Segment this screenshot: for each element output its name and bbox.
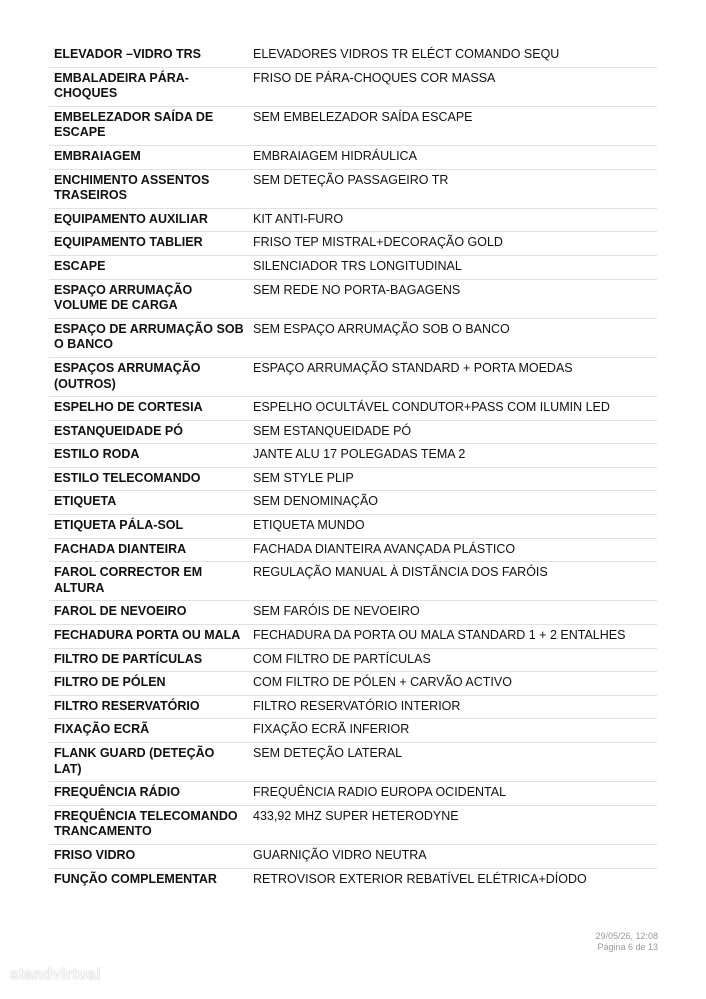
spec-value: SEM REDE NO PORTA-BAGAGENS [248, 279, 657, 318]
spec-row [49, 782, 657, 806]
spec-row [49, 491, 657, 515]
spec-label: ELEVADOR –VIDRO TRS [49, 44, 248, 67]
spec-row [49, 255, 657, 279]
spec-label: FECHADURA PORTA OU MALA [49, 625, 248, 649]
spec-row [49, 695, 657, 719]
spec-row [49, 719, 657, 743]
spec-row [49, 868, 657, 891]
page-footer [595, 931, 658, 953]
spec-row [49, 208, 657, 232]
spec-row [49, 805, 657, 844]
spec-row [49, 562, 657, 601]
spec-row [49, 648, 657, 672]
spec-row [49, 625, 657, 649]
spec-label: EMBALADEIRA PÁRA-CHOQUES [49, 67, 248, 106]
page-number: Página 6 de 13 [597, 942, 658, 952]
spec-value: KIT ANTI-FURO [248, 208, 657, 232]
spec-value: GUARNIÇÃO VIDRO NEUTRA [248, 844, 657, 868]
spec-value: FILTRO RESERVATÓRIO INTERIOR [248, 695, 657, 719]
spec-label: ESTILO TELECOMANDO [49, 467, 248, 491]
spec-label: FRISO VIDRO [49, 844, 248, 868]
spec-value: REGULAÇÃO MANUAL À DISTÂNCIA DOS FARÓIS [248, 562, 657, 601]
spec-value: FRISO TEP MISTRAL+DECORAÇÃO GOLD [248, 232, 657, 256]
spec-value: SEM EMBELEZADOR SAÍDA ESCAPE [248, 106, 657, 145]
spec-label: ESTILO RODA [49, 444, 248, 468]
spec-label: ESPAÇO ARRUMAÇÃO VOLUME DE CARGA [49, 279, 248, 318]
spec-value: SEM ESPAÇO ARRUMAÇÃO SOB O BANCO [248, 318, 657, 357]
spec-value: EMBRAIAGEM HIDRÁULICA [248, 145, 657, 169]
spec-value: FRISO DE PÁRA-CHOQUES COR MASSA [248, 67, 657, 106]
spec-label: EMBELEZADOR SAÍDA DE ESCAPE [49, 106, 248, 145]
spec-row [49, 67, 657, 106]
spec-label: FAROL DE NEVOEIRO [49, 601, 248, 625]
spec-label: ESPELHO DE CORTESIA [49, 397, 248, 421]
spec-label: EQUIPAMENTO TABLIER [49, 232, 248, 256]
spec-row [49, 601, 657, 625]
spec-value: SEM STYLE PLIP [248, 467, 657, 491]
spec-value: SEM FARÓIS DE NEVOEIRO [248, 601, 657, 625]
spec-row [49, 232, 657, 256]
spec-row [49, 538, 657, 562]
spec-label: FREQUÊNCIA RÁDIO [49, 782, 248, 806]
spec-value: FREQUÊNCIA RADIO EUROPA OCIDENTAL [248, 782, 657, 806]
spec-value: SEM DENOMINAÇÃO [248, 491, 657, 515]
spec-value: FIXAÇÃO ECRÃ INFERIOR [248, 719, 657, 743]
spec-label: FILTRO RESERVATÓRIO [49, 695, 248, 719]
spec-label: FREQUÊNCIA TELECOMANDO TRANCAMENTO [49, 805, 248, 844]
spec-label: ETIQUETA PÁLA-SOL [49, 515, 248, 539]
spec-row [49, 145, 657, 169]
spec-row [49, 279, 657, 318]
spec-label: EMBRAIAGEM [49, 145, 248, 169]
specs-table-body [49, 44, 657, 891]
spec-label: ESPAÇOS ARRUMAÇÃO (OUTROS) [49, 357, 248, 396]
spec-row [49, 515, 657, 539]
spec-label: FACHADA DIANTEIRA [49, 538, 248, 562]
spec-value: SEM DETEÇÃO PASSAGEIRO TR [248, 169, 657, 208]
spec-label: ESCAPE [49, 255, 248, 279]
spec-row [49, 318, 657, 357]
print-timestamp: 29/05/26, 12:08 [595, 931, 658, 941]
spec-label: FUNÇÃO COMPLEMENTAR [54, 871, 217, 886]
spec-value: FACHADA DIANTEIRA AVANÇADA PLÁSTICO [248, 538, 657, 562]
spec-value: JANTE ALU 17 POLEGADAS TEMA 2 [248, 444, 657, 468]
spec-row [49, 420, 657, 444]
spec-value: RETROVISOR EXTERIOR REBATÍVEL ELÉTRICA+DÍODO [253, 871, 587, 886]
spec-value: 433,92 MHZ SUPER HETERODYNE [248, 805, 657, 844]
spec-label: FILTRO DE PARTÍCULAS [49, 648, 248, 672]
spec-label: ESPAÇO DE ARRUMAÇÃO SOB O BANCO [49, 318, 248, 357]
spec-label: FILTRO DE PÓLEN [49, 672, 248, 696]
spec-label: FIXAÇÃO ECRÃ [49, 719, 248, 743]
spec-row [49, 844, 657, 868]
spec-value: SEM DETEÇÃO LATERAL [248, 743, 657, 782]
spec-row [49, 357, 657, 396]
spec-row [49, 397, 657, 421]
watermark-logo: standvirtual [10, 966, 102, 983]
spec-value: ETIQUETA MUNDO [248, 515, 657, 539]
spec-label: EQUIPAMENTO AUXILIAR [49, 208, 248, 232]
spec-value: COM FILTRO DE PÓLEN + CARVÃO ACTIVO [248, 672, 657, 696]
spec-label: ETIQUETA [49, 491, 248, 515]
spec-row [49, 444, 657, 468]
spec-value: SILENCIADOR TRS LONGITUDINAL [248, 255, 657, 279]
spec-row [49, 169, 657, 208]
spec-row [49, 467, 657, 491]
spec-label: ENCHIMENTO ASSENTOS TRASEIROS [49, 169, 248, 208]
spec-value: ESPELHO OCULTÁVEL CONDUTOR+PASS COM ILUMIN LED [248, 397, 657, 421]
spec-label: FAROL CORRECTOR EM ALTURA [49, 562, 248, 601]
spec-value: FECHADURA DA PORTA OU MALA STANDARD 1 + 2 ENTALHES [248, 625, 657, 649]
spec-row [49, 672, 657, 696]
spec-label: ESTANQUEIDADE PÓ [49, 420, 248, 444]
specs-table [49, 44, 657, 891]
spec-row [49, 44, 657, 67]
spec-label: FLANK GUARD (DETEÇÃO LAT) [49, 743, 248, 782]
spec-value: ESPAÇO ARRUMAÇÃO STANDARD + PORTA MOEDAS [248, 357, 657, 396]
spec-value: ELEVADORES VIDROS TR ELÉCT COMANDO SEQU [248, 44, 657, 67]
spec-value: SEM ESTANQUEIDADE PÓ [248, 420, 657, 444]
spec-value: COM FILTRO DE PARTÍCULAS [248, 648, 657, 672]
spec-row [49, 106, 657, 145]
spec-row [49, 743, 657, 782]
